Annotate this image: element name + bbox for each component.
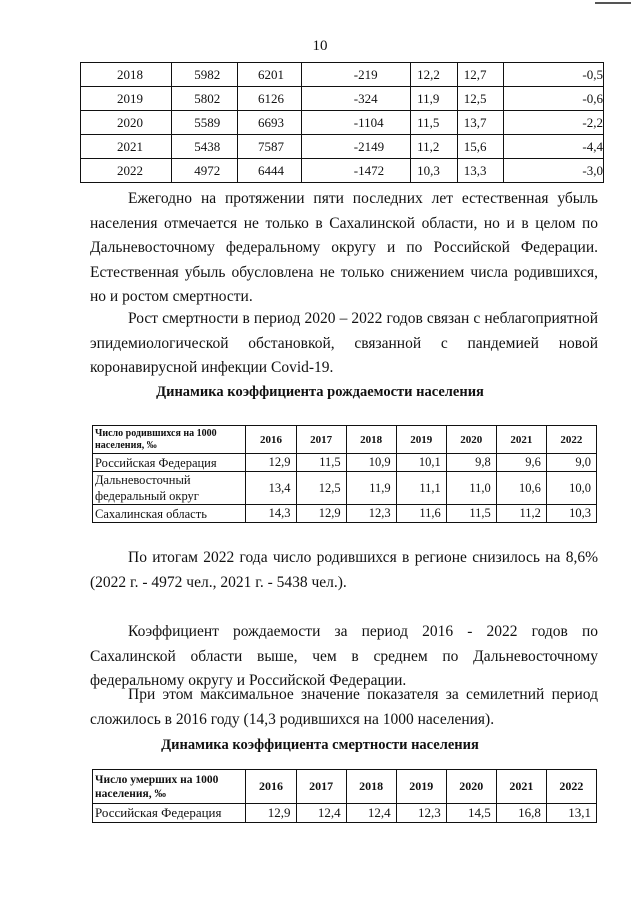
table-cell: 11,2 bbox=[411, 135, 458, 159]
table-cell: 10,3 bbox=[411, 159, 458, 183]
table-cell: 14,5 bbox=[446, 804, 496, 823]
table-cell: 12,3 bbox=[396, 804, 446, 823]
table-cell: 12,5 bbox=[296, 472, 346, 505]
table-cell: 12,9 bbox=[296, 505, 346, 523]
paragraph-births-decline: По итогам 2022 года число родившихся в регионе снизилось на 8,6% (2022 г. - 4972 чел., 2021 г. - 5438 чел.). bbox=[90, 549, 598, 591]
table-cell: 11,5 bbox=[296, 454, 346, 472]
table-cell: 11,1 bbox=[396, 472, 446, 505]
table-cell: 10,0 bbox=[546, 472, 596, 505]
table-cell: 13,7 bbox=[457, 111, 504, 135]
table-cell: 11,5 bbox=[411, 111, 458, 135]
table-cell: 11,6 bbox=[396, 505, 446, 523]
table-cell: -2149 bbox=[301, 135, 410, 159]
table-cell: 16,8 bbox=[496, 804, 546, 823]
year-header: 2022 bbox=[546, 770, 596, 804]
table-cell: -1104 bbox=[301, 111, 410, 135]
table-cell: 9,0 bbox=[546, 454, 596, 472]
table-cell: -0,5 bbox=[504, 63, 604, 87]
table-cell: 13,4 bbox=[246, 472, 296, 505]
table-cell: 11,9 bbox=[346, 472, 396, 505]
page-number: 10 bbox=[312, 38, 328, 54]
table-cell: -219 bbox=[301, 63, 410, 87]
paragraph-natural-decline: Ежегодно на протяжении пяти последних лет естественная убыль населения отмечается не только в Сахалинской области, но и в целом по Дальневосточному федеральному округу и по Российской Федерации. Естественная убыль обусловлена не только снижением числа родившихся, но и ростом смертности. bbox=[90, 190, 598, 305]
paragraph-birth-rate-comparison: Коэффициент рождаемости за период 2016 - 2022 годов по Сахалинской области выше, чем в среднем по Дальневосточному федеральному округу и Российской Федерации. bbox=[90, 623, 598, 689]
year-header: 2016 bbox=[246, 426, 296, 454]
year-header: 2021 bbox=[496, 426, 546, 454]
table-row bbox=[81, 159, 604, 183]
paragraph-mortality-growth: Рост смертности в период 2020 – 2022 годов связан с неблагоприятной эпидемиологической обстановкой, связанной с пандемией новой коронавирусной инфекции Covid-19. bbox=[90, 310, 598, 376]
table-cell: 13,3 bbox=[457, 159, 504, 183]
table-cell: 15,6 bbox=[457, 135, 504, 159]
table-row bbox=[81, 135, 604, 159]
table-cell: 11,0 bbox=[446, 472, 496, 505]
table-cell: 11,2 bbox=[496, 505, 546, 523]
table-cell: 6126 bbox=[238, 87, 302, 111]
table-row bbox=[93, 454, 597, 472]
table-row bbox=[81, 111, 604, 135]
paragraph-birth-rate-max: При этом максимальное значение показателя за семилетний период сложилось в 2016 году (14,3 родившихся на 1000 населения). bbox=[90, 686, 598, 728]
table-cell: 12,5 bbox=[457, 87, 504, 111]
table-cell: 10,1 bbox=[396, 454, 446, 472]
table-row bbox=[93, 472, 597, 505]
table-cell: 2020 bbox=[81, 111, 172, 135]
region-name: Сахалинская область bbox=[93, 505, 246, 523]
header-label: Число родившихся на 1000 населения, ‰ bbox=[93, 426, 246, 454]
birth-rate-table bbox=[92, 425, 597, 523]
region-name: Российская Федерация bbox=[93, 804, 246, 823]
table-cell: -4,4 bbox=[504, 135, 604, 159]
table-cell: 6201 bbox=[238, 63, 302, 87]
table-cell: 6693 bbox=[238, 111, 302, 135]
table-cell: 9,6 bbox=[496, 454, 546, 472]
table-cell: -3,0 bbox=[504, 159, 604, 183]
table-header-row bbox=[93, 426, 597, 454]
table-cell: 10,3 bbox=[546, 505, 596, 523]
table-cell: 9,8 bbox=[446, 454, 496, 472]
table-cell: 11,5 bbox=[446, 505, 496, 523]
year-header: 2018 bbox=[346, 426, 396, 454]
table-cell: 12,7 bbox=[457, 63, 504, 87]
top-edge-line bbox=[595, 2, 631, 4]
table-cell: 13,1 bbox=[546, 804, 596, 823]
table-cell: 10,6 bbox=[496, 472, 546, 505]
table-cell: 2022 bbox=[81, 159, 172, 183]
year-header: 2020 bbox=[446, 426, 496, 454]
year-header: 2016 bbox=[246, 770, 296, 804]
table-cell: 2018 bbox=[81, 63, 172, 87]
year-header: 2021 bbox=[496, 770, 546, 804]
table-header-row bbox=[93, 770, 597, 804]
table-cell: -2,2 bbox=[504, 111, 604, 135]
table-cell: 14,3 bbox=[246, 505, 296, 523]
table-row bbox=[81, 87, 604, 111]
table-cell: 5982 bbox=[172, 63, 238, 87]
table-cell: 2021 bbox=[81, 135, 172, 159]
table-cell: 12,3 bbox=[346, 505, 396, 523]
year-header: 2017 bbox=[296, 770, 346, 804]
table-cell: 12,9 bbox=[246, 804, 296, 823]
table-cell: 5438 bbox=[172, 135, 238, 159]
table-row bbox=[93, 804, 597, 823]
year-header: 2018 bbox=[346, 770, 396, 804]
table-row bbox=[93, 505, 597, 523]
table-cell: 12,4 bbox=[346, 804, 396, 823]
death-rate-title: Динамика коэффициента смертности населения bbox=[161, 737, 479, 753]
table-cell: 5589 bbox=[172, 111, 238, 135]
natural-movement-table bbox=[80, 62, 604, 183]
table-cell: 10,9 bbox=[346, 454, 396, 472]
birth-rate-title: Динамика коэффициента рождаемости населения bbox=[156, 384, 484, 400]
table-cell: -324 bbox=[301, 87, 410, 111]
year-header: 2019 bbox=[396, 770, 446, 804]
table-cell: 6444 bbox=[238, 159, 302, 183]
year-header: 2022 bbox=[546, 426, 596, 454]
death-rate-table bbox=[92, 769, 597, 823]
table-cell: 2019 bbox=[81, 87, 172, 111]
table-cell: 12,2 bbox=[411, 63, 458, 87]
region-name: Дальневосточный федеральный округ bbox=[93, 472, 246, 505]
table-cell: 7587 bbox=[238, 135, 302, 159]
year-header: 2017 bbox=[296, 426, 346, 454]
header-label: Число умерших на 1000 населения, ‰ bbox=[93, 770, 246, 804]
table-cell: 4972 bbox=[172, 159, 238, 183]
table-cell: -0,6 bbox=[504, 87, 604, 111]
region-name: Российская Федерация bbox=[93, 454, 246, 472]
table-cell: 5802 bbox=[172, 87, 238, 111]
year-header: 2020 bbox=[446, 770, 496, 804]
table-row bbox=[81, 63, 604, 87]
table-cell: -1472 bbox=[301, 159, 410, 183]
table-cell: 12,9 bbox=[246, 454, 296, 472]
table-cell: 12,4 bbox=[296, 804, 346, 823]
year-header: 2019 bbox=[396, 426, 446, 454]
table-cell: 11,9 bbox=[411, 87, 458, 111]
